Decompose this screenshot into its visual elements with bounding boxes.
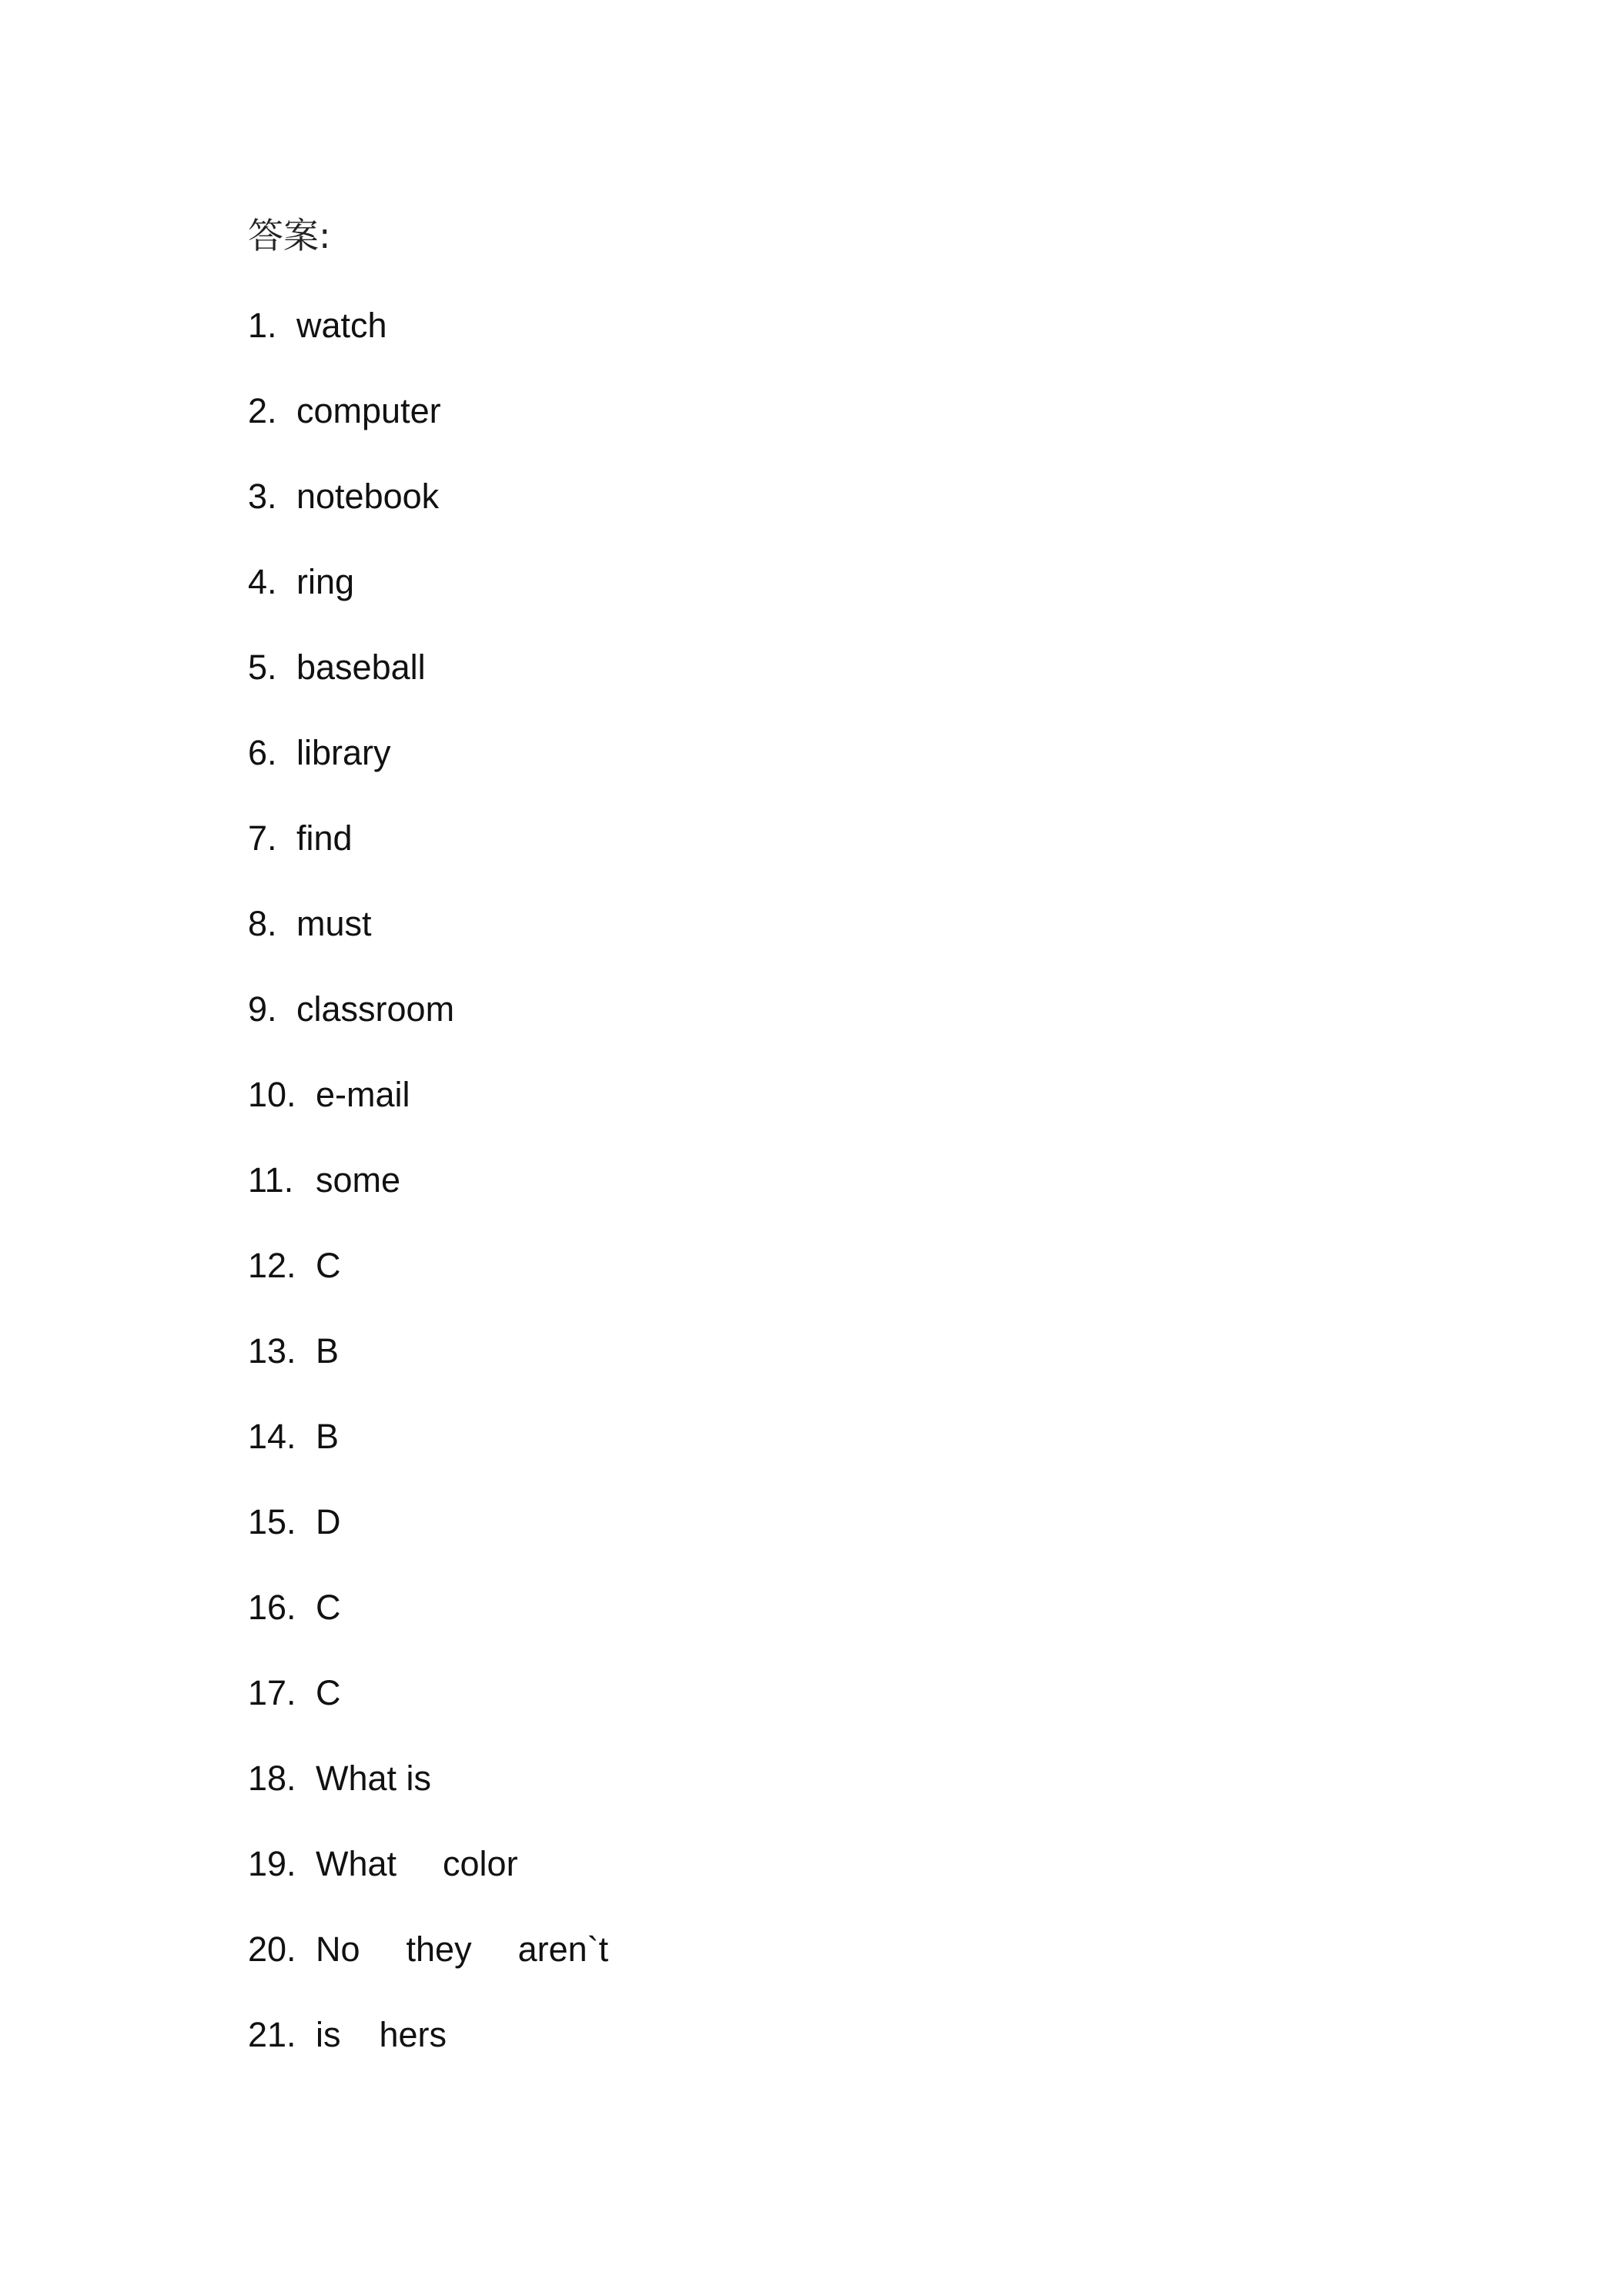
answer-item (248, 1837, 608, 1923)
answer-number: 17. (248, 1673, 296, 1712)
answer-item (248, 1153, 608, 1239)
answer-item (248, 1752, 608, 1837)
answer-text: No (316, 1930, 360, 1969)
answer-text: must (296, 904, 372, 943)
answer-text: some (316, 1160, 401, 1200)
answer-item (248, 2008, 608, 2094)
answer-number: 4. (248, 562, 277, 601)
answer-number: 13. (248, 1331, 296, 1371)
answer-text: What (316, 1844, 397, 1883)
answer-item (248, 299, 608, 384)
answer-item (248, 1923, 608, 2008)
answer-text: find (296, 818, 353, 858)
answer-number: 8. (248, 904, 277, 943)
answer-item (248, 470, 608, 555)
answer-number: 14. (248, 1417, 296, 1456)
answer-item (248, 982, 608, 1068)
answer-number: 20. (248, 1930, 296, 1969)
answer-number: 21. (248, 2015, 296, 2054)
answer-number: 16. (248, 1588, 296, 1627)
answer-number: 7. (248, 818, 277, 858)
answer-text: C (316, 1673, 341, 1712)
answer-item (248, 1581, 608, 1666)
answer-item (248, 1495, 608, 1581)
answer-item (248, 1239, 608, 1324)
answer-text: aren`t (517, 1930, 609, 1969)
answer-item (248, 726, 608, 812)
answer-number: 3. (248, 477, 277, 516)
answer-text: they (406, 1930, 472, 1969)
answer-text: hers (379, 2015, 447, 2054)
answer-number: 1. (248, 306, 277, 345)
answer-list (248, 299, 608, 2094)
answer-item (248, 555, 608, 641)
answer-item (248, 1666, 608, 1752)
answer-item (248, 812, 608, 897)
answer-number: 2. (248, 391, 277, 430)
answer-text: C (316, 1246, 341, 1285)
answer-item (248, 384, 608, 470)
answer-text: What is (316, 1759, 432, 1798)
answer-text: classroom (296, 989, 455, 1029)
answer-text: library (296, 733, 391, 772)
answer-text: B (316, 1331, 340, 1371)
answer-text: e-mail (316, 1075, 410, 1114)
answer-text: D (316, 1502, 341, 1541)
answer-text: baseball (296, 648, 426, 687)
answer-item (248, 897, 608, 982)
answer-number: 11. (248, 1160, 294, 1200)
answer-number: 10. (248, 1075, 296, 1114)
answer-number: 12. (248, 1246, 296, 1285)
answer-item (248, 1410, 608, 1495)
answer-text: B (316, 1417, 340, 1456)
answer-number: 15. (248, 1502, 296, 1541)
answer-item (248, 1068, 608, 1153)
answer-text: is (316, 2015, 341, 2054)
answer-text: notebook (296, 477, 440, 516)
answer-number: 19. (248, 1844, 296, 1883)
answer-text: ring (296, 562, 355, 601)
answer-text: C (316, 1588, 341, 1627)
answer-text: watch (296, 306, 387, 345)
answer-number: 6. (248, 733, 277, 772)
answer-number: 9. (248, 989, 277, 1029)
answer-text: color (443, 1844, 518, 1883)
answer-number: 18. (248, 1759, 296, 1798)
answer-item (248, 1324, 608, 1410)
answer-number: 5. (248, 648, 277, 687)
answers-heading: 答案: (248, 215, 331, 256)
answer-item (248, 641, 608, 726)
answer-text: computer (296, 391, 441, 430)
